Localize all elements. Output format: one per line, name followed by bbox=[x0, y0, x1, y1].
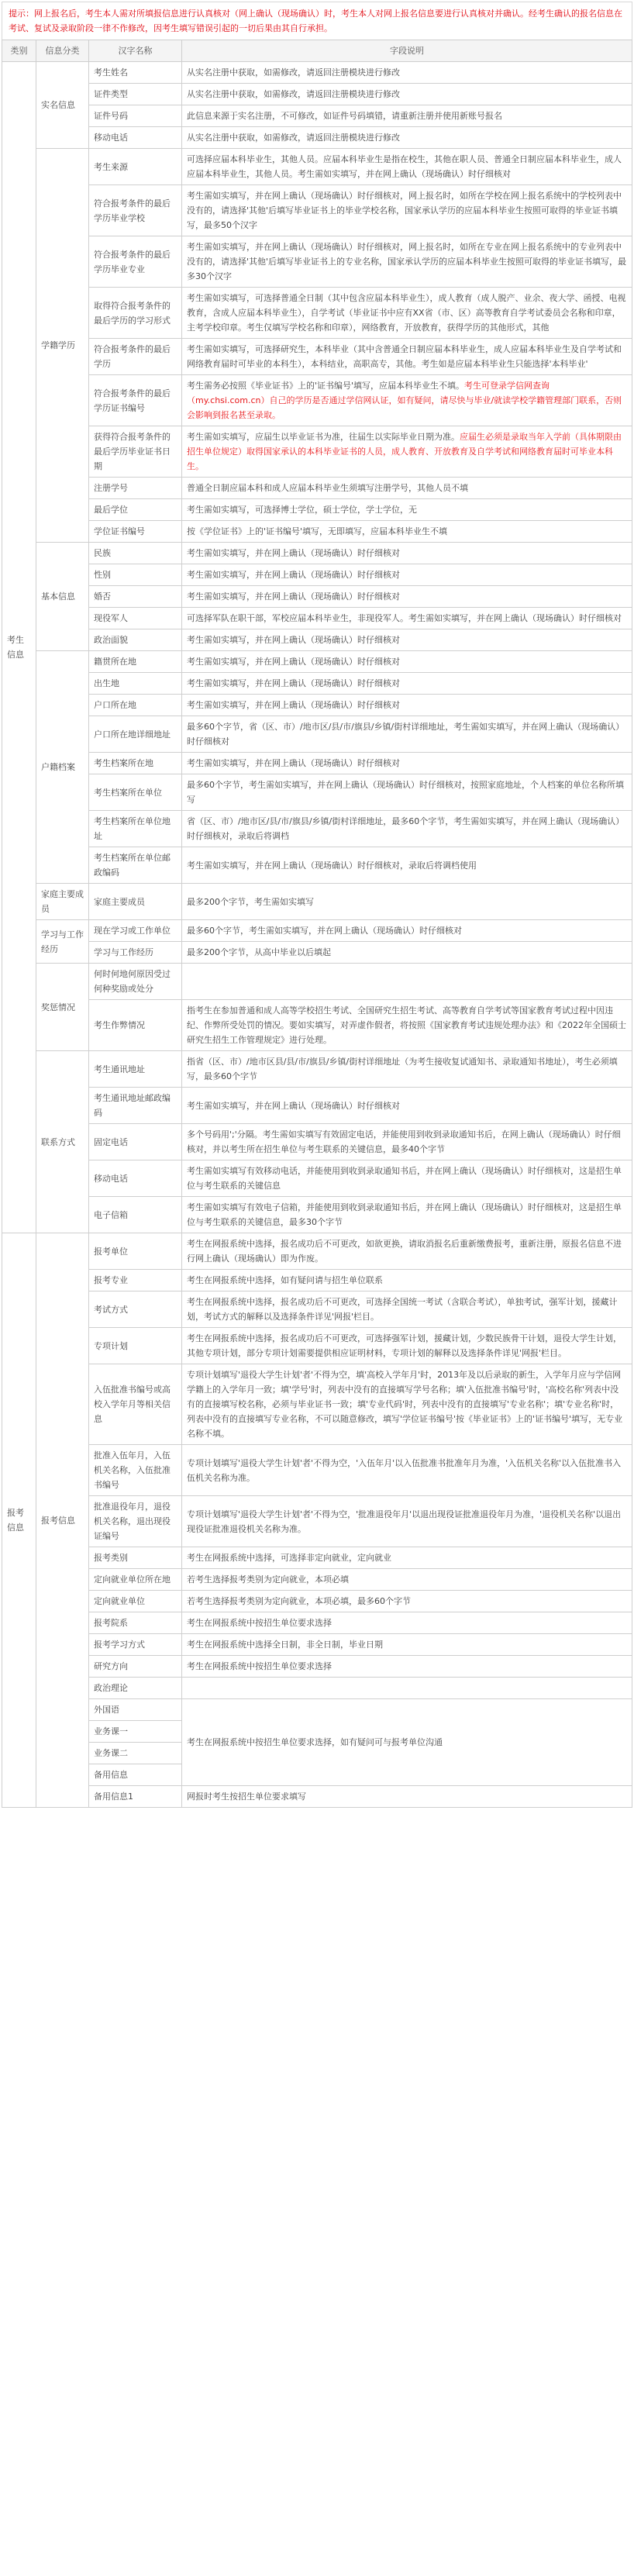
table-row bbox=[2, 1291, 632, 1328]
table-row bbox=[2, 651, 632, 673]
field-name-cell: 固定电话 bbox=[89, 1124, 182, 1160]
field-name-cell: 业务课二 bbox=[89, 1743, 182, 1764]
field-name-cell: 报考专业 bbox=[89, 1270, 182, 1291]
field-desc-cell: 最多60个字节，考生需如实填写，并在网上确认（现场确认）时仔细核对 bbox=[182, 920, 632, 942]
field-name-cell: 专项计划 bbox=[89, 1328, 182, 1364]
field-desc-cell: 专项计划填写'退役大学生计划'者'不得为空，'批准退役年月'以退出现役证批准退役年月为准，'退役机关名称'以退出现役证批准退役机关名称为准。 bbox=[182, 1496, 632, 1547]
field-desc-cell: 考生在网报系统中按招生单位要求选择 bbox=[182, 1612, 632, 1634]
field-name-cell: 证件号码 bbox=[89, 105, 182, 127]
field-desc-cell: 考生需如实填写有效电子信箱，并能使用到收到录取通知书后，并在网上确认（现场确认）时仔细核对，这是招生单位与考生联系的关键信息，最多30个字节 bbox=[182, 1197, 632, 1233]
field-desc-cell: 可选择应届本科毕业生，其他人员。应届本科毕业生是指在校生，其他在职人员、普通全日制应届本科毕业生，成人应届本科毕业生，其他人员。考生需如实填写，并在网上确认（现场确认）时仔细核对 bbox=[182, 149, 632, 185]
field-name-cell: 注册学号 bbox=[89, 478, 182, 499]
field-desc-cell: 考生需如实填写有效移动电话，并能使用到收到录取通知书后，并在网上确认（现场确认）时仔细核对，这是招生单位与考生联系的关键信息 bbox=[182, 1160, 632, 1197]
table-row bbox=[2, 811, 632, 847]
info-group-cell: 实名信息 bbox=[36, 62, 89, 149]
table-row bbox=[2, 543, 632, 564]
field-name-cell: 现在学习或工作单位 bbox=[89, 920, 182, 942]
field-name-cell: 家庭主要成员 bbox=[89, 884, 182, 920]
field-name-cell: 获得符合报考条件的最后学历毕业证书日期 bbox=[89, 426, 182, 478]
field-name-cell: 外国语 bbox=[89, 1699, 182, 1721]
field-desc-cell: 专项计划填写'退役大学生计划'者'不得为空，填'高校入学年月'时，2013年及以后录取的新生，入学年月应与学信网学籍上的入学年月一致；填'学号'时，列表中没有的直接填写学号名称；填'入伍批准书编号'时，'高校名称'列表中没有的直接填写校名称，必须与毕业证书一致；填'专业代码'时，列表中没有的直接填写'专业名称'；填'专业名称'时，列表中没有的直接填写专业名称，不可以随意修改，填写'学位证书编号'按《毕业证书》上的'证书编号'填写，无专业名称不填。 bbox=[182, 1364, 632, 1445]
field-desc-cell: 考生需如实填写，可选择博士学位，硕士学位，学士学位，无 bbox=[182, 499, 632, 521]
field-name-cell: 民族 bbox=[89, 543, 182, 564]
table-row bbox=[2, 1364, 632, 1445]
table-row bbox=[2, 62, 632, 84]
table-row bbox=[2, 673, 632, 695]
table-row bbox=[2, 288, 632, 339]
table-row bbox=[2, 1591, 632, 1612]
table-row bbox=[2, 375, 632, 426]
field-name-cell: 户口所在地详细地址 bbox=[89, 716, 182, 753]
field-desc-cell: 指考生在参加普通和成人高等学校招生考试、全国研究生招生考试、高等教育自学考试等国家教育考试过程中因违纪、作弊所受处罚的情况。要如实填写，对弄虚作假者，将按照《国家教育考试违规处理办法》和《2022年全国硕士研究生招生工作管理规定》进行处理。 bbox=[182, 1000, 632, 1051]
field-desc-cell: 此信息来源于实名注册，不可修改，如证件号码填错，请重新注册并使用新账号报名 bbox=[182, 105, 632, 127]
field-name-cell: 考生档案所在单位邮政编码 bbox=[89, 847, 182, 884]
field-desc-cell: 考生需如实填写，并在网上确认（现场确认）时仔细核对 bbox=[182, 543, 632, 564]
field-desc-cell: 最多200个字节，从高中毕业以后填起 bbox=[182, 942, 632, 964]
table-row bbox=[2, 695, 632, 716]
field-name-cell: 现役军人 bbox=[89, 608, 182, 629]
field-desc-cell: 考生需如实填写，并在网上确认（现场确认）时仔细核对 bbox=[182, 564, 632, 586]
field-name-cell: 考生作弊情况 bbox=[89, 1000, 182, 1051]
field-desc-cell: 考生在网报系统中选择，报名成功后不可更改，可选择全国统一考试（含联合考试），单独考试，强军计划，援藏计划，考试方式的解释以及选择条件详见'网报'栏目。 bbox=[182, 1291, 632, 1328]
field-desc-cell: 多个号码用';'分隔。考生需如实填写有效固定电话，并能使用到收到录取通知书后，在网上确认（现场确认）时仔细核对，并以考生所在招生单位与考生联系的关键信息，最多40个字节 bbox=[182, 1124, 632, 1160]
field-desc-cell: 考生需如实填写，可选择普通全日制（其中包含应届本科毕业生），成人教育（成人脱产、业余、夜大学、函授、电视教育，含成人应届本科毕业生），自学考试（毕业证书中应有XX省（市、区）高等教育自学考试委员会名称和印章，主考学校印章。考生仅填写学校名称和印章），网络教育，开放教育，获得学历的其他形式，其他 bbox=[182, 288, 632, 339]
field-desc-cell: 从实名注册中获取，如需修改，请返回注册模块进行修改 bbox=[182, 84, 632, 105]
info-group-cell: 奖惩情况 bbox=[36, 964, 89, 1051]
table-row bbox=[2, 586, 632, 608]
table-row bbox=[2, 236, 632, 288]
table-row bbox=[2, 964, 632, 1000]
table-row bbox=[2, 1569, 632, 1591]
field-name-cell: 业务课一 bbox=[89, 1721, 182, 1743]
field-desc-cell: 从实名注册中获取，如需修改，请返回注册模块进行修改 bbox=[182, 62, 632, 84]
table-row bbox=[2, 521, 632, 543]
field-desc-cell: 最多200个字节，考生需如实填写 bbox=[182, 884, 632, 920]
field-name-cell: 移动电话 bbox=[89, 1160, 182, 1197]
field-desc-cell: 考生需务必按照《毕业证书》上的'证书编号'填写，应届本科毕业生不填。考生可登录学信网查询（my.chsi.com.cn）自己的学历是否通过学信网认证，如有疑问，请尽快与毕业/就读学校学籍管理部门联系，否则会影响到报名甚至录取。 bbox=[182, 375, 632, 426]
table-row bbox=[2, 426, 632, 478]
field-name-cell: 移动电话 bbox=[89, 127, 182, 149]
field-desc-cell: 考生在网报系统中选择，报名成功后不可更改，可选择强军计划，援藏计划，少数民族骨干计划，退役大学生计划，其他专项计划，部分专项计划需要提供相应证明材料，专项计划的解释以及选择条件详见'网报'栏目。 bbox=[182, 1328, 632, 1364]
field-name-cell: 备用信息1 bbox=[89, 1786, 182, 1808]
field-name-cell: 考生档案所在地 bbox=[89, 753, 182, 774]
field-name-cell: 取得符合报考条件的最后学历的学习形式 bbox=[89, 288, 182, 339]
info-group-cell: 联系方式 bbox=[36, 1051, 89, 1233]
field-name-cell: 何时何地何原因受过何种奖励或处分 bbox=[89, 964, 182, 1000]
field-desc-cell: 专项计划填写'退役大学生计划'者'不得为空，'入伍年月'以入伍批准书批准年月为准，'入伍机关名称'以入伍批准书入伍机关名称为准。 bbox=[182, 1445, 632, 1496]
field-name-cell: 户口所在地 bbox=[89, 695, 182, 716]
table-row bbox=[2, 1678, 632, 1699]
header-category: 类别 bbox=[2, 40, 36, 62]
field-desc-cell: 最多60个字节，考生需如实填写，并在网上确认（现场确认）时仔细核对，按照家庭地址，个人档案的单位名称所填写 bbox=[182, 774, 632, 811]
field-desc-cell: 考生需如实填写，并在网上确认（现场确认）时仔细核对 bbox=[182, 1088, 632, 1124]
table-row bbox=[2, 149, 632, 185]
field-name-cell: 考生档案所在单位地址 bbox=[89, 811, 182, 847]
field-name-cell: 出生地 bbox=[89, 673, 182, 695]
category-cell: 报考信息 bbox=[2, 1233, 36, 1808]
category-cell: 考生信息 bbox=[2, 62, 36, 1233]
table-row bbox=[2, 564, 632, 586]
field-name-cell: 符合报考条件的最后学历毕业专业 bbox=[89, 236, 182, 288]
field-desc-cell: 考生需如实填写，并在网上确认（现场确认）时仔细核对 bbox=[182, 753, 632, 774]
table-row bbox=[2, 774, 632, 811]
table-row bbox=[2, 1699, 632, 1721]
field-description-table bbox=[2, 40, 632, 1808]
field-name-cell: 备用信息 bbox=[89, 1764, 182, 1786]
info-group-cell: 学籍学历 bbox=[36, 149, 89, 543]
field-name-cell: 考试方式 bbox=[89, 1291, 182, 1328]
table-row bbox=[2, 1612, 632, 1634]
field-desc-cell: 考生在网报系统中按招生单位要求选择，如有疑问可与报考单位沟通 bbox=[182, 1699, 632, 1786]
field-name-cell: 研究方向 bbox=[89, 1656, 182, 1678]
table-row bbox=[2, 1233, 632, 1270]
field-desc-cell: 考生需如实填写，并在网上确认（现场确认）时仔细核对，网上报名时，如所在学校在网上报名系统中的学校列表中没有的，请选择'其他'后填写毕业证书上的毕业学校名称，国家承认学历的应届本科毕业生按照可取得的毕业证书填写，最多50个汉字 bbox=[182, 185, 632, 236]
field-desc-cell: 考生在网报系统中选择，可选择非定向就业，定向就业 bbox=[182, 1547, 632, 1569]
info-group-cell: 学习与工作经历 bbox=[36, 920, 89, 964]
field-desc-cell: 考生需如实填写，并在网上确认（现场确认）时仔细核对 bbox=[182, 629, 632, 651]
field-name-cell: 考生通讯地址 bbox=[89, 1051, 182, 1088]
field-desc-cell: 省（区、市）/地市区/县/市/旗县/乡镇/街村详细地址，最多60个字节，考生需如实填写，并在网上确认（现场确认）时仔细核对，录取后将调档 bbox=[182, 811, 632, 847]
field-desc-cell: 若考生选择报考类别为定向就业，本项必填 bbox=[182, 1569, 632, 1591]
field-desc-cell: 若考生选择报考类别为定向就业，本项必填，最多60个字节 bbox=[182, 1591, 632, 1612]
field-name-cell: 最后学位 bbox=[89, 499, 182, 521]
field-desc-cell: 考生在网报系统中按招生单位要求选择 bbox=[182, 1656, 632, 1678]
table-row bbox=[2, 339, 632, 375]
field-name-cell: 报考类别 bbox=[89, 1547, 182, 1569]
field-desc-cell: 考生需如实填写，并在网上确认（现场确认）时仔细核对 bbox=[182, 651, 632, 673]
field-desc-cell: 考生在网报系统中选择，如有疑问请与招生单位联系 bbox=[182, 1270, 632, 1291]
field-desc-cell bbox=[182, 964, 632, 1000]
field-name-cell: 性别 bbox=[89, 564, 182, 586]
field-name-cell: 入伍批准书编号或高校入学年月等相关信息 bbox=[89, 1364, 182, 1445]
field-desc-cell: 考生需如实填写，并在网上确认（现场确认）时仔细核对 bbox=[182, 695, 632, 716]
header-info-group: 信息分类 bbox=[36, 40, 89, 62]
field-name-cell: 电子信箱 bbox=[89, 1197, 182, 1233]
table-header-row bbox=[2, 40, 632, 62]
field-name-cell: 学习与工作经历 bbox=[89, 942, 182, 964]
table-row bbox=[2, 1000, 632, 1051]
field-desc-cell: 考生需如实填写，可选择研究生，本科毕业（其中含普通全日制应届本科毕业生，成人应届本科毕业生及自学考试和网络教育届时可毕业的本科生），本科结业，高职高专，其他。考生如是应届本科毕业生只能选择'本科毕业' bbox=[182, 339, 632, 375]
table-row bbox=[2, 629, 632, 651]
table-row bbox=[2, 1160, 632, 1197]
table-row bbox=[2, 884, 632, 920]
field-desc-cell: 可选择军队在职干部，军校应届本科毕业生，非现役军人。考生需如实填写，并在网上确认（现场确认）时仔细核对 bbox=[182, 608, 632, 629]
field-desc-cell: 指省（区、市）/地市区县/县/市/旗县/乡镇/街村详细地址（为考生接收复试通知书、录取通知书地址），考生必须填写，最多60个字节 bbox=[182, 1051, 632, 1088]
field-name-cell: 考生来源 bbox=[89, 149, 182, 185]
info-group-cell: 基本信息 bbox=[36, 543, 89, 651]
table-row bbox=[2, 942, 632, 964]
field-name-cell: 定向就业单位所在地 bbox=[89, 1569, 182, 1591]
table-row bbox=[2, 753, 632, 774]
header-field-name: 汉字名称 bbox=[89, 40, 182, 62]
table-row bbox=[2, 1656, 632, 1678]
field-name-cell: 报考院系 bbox=[89, 1612, 182, 1634]
field-desc-cell: 考生在网报系统中选择全日制，非全日制，毕业日期 bbox=[182, 1634, 632, 1656]
field-desc-cell: 考生需如实填写，并在网上确认（现场确认）时仔细核对 bbox=[182, 673, 632, 695]
table-body bbox=[2, 62, 632, 1808]
table-row bbox=[2, 716, 632, 753]
field-name-cell: 学位证书编号 bbox=[89, 521, 182, 543]
field-name-cell: 批准入伍年月，入伍机关名称，入伍批准书编号 bbox=[89, 1445, 182, 1496]
field-name-cell: 政治面貌 bbox=[89, 629, 182, 651]
table-row bbox=[2, 127, 632, 149]
field-desc-cell: 最多60个字节，省（区、市）/地市区/县/市/旗县/乡镇/街村详细地址，考生需如实填写，并在网上确认（现场确认）时仔细核对 bbox=[182, 716, 632, 753]
field-name-cell: 符合报考条件的最后学历 bbox=[89, 339, 182, 375]
field-name-cell: 批准退役年月，退役机关名称，退出现役证编号 bbox=[89, 1496, 182, 1547]
table-row bbox=[2, 499, 632, 521]
field-name-cell: 定向就业单位 bbox=[89, 1591, 182, 1612]
field-desc-cell: 考生在网报系统中选择，报名成功后不可更改，如欲更换，请取消报名后重新缴费报考，重新注册，原报名信息不进行网上确认（现场确认）即为作废。 bbox=[182, 1233, 632, 1270]
table-row bbox=[2, 1088, 632, 1124]
info-group-cell: 家庭主要成员 bbox=[36, 884, 89, 920]
field-name-cell: 符合报考条件的最后学历证书编号 bbox=[89, 375, 182, 426]
field-desc-cell: 从实名注册中获取，如需修改，请返回注册模块进行修改 bbox=[182, 127, 632, 149]
field-name-cell: 政治理论 bbox=[89, 1678, 182, 1699]
table-row bbox=[2, 84, 632, 105]
table-row bbox=[2, 185, 632, 236]
table-row bbox=[2, 1445, 632, 1496]
table-row bbox=[2, 1124, 632, 1160]
table-row bbox=[2, 478, 632, 499]
field-desc-cell: 考生需如实填写，应届生以毕业证书为准，往届生以实际毕业日期为准。应届生必须是录取当年入学前（具体期限由招生单位规定）取得国家承认的本科毕业证书的人员，成人教育、开放教育及自学考试和网络教育届时可毕业本科生。 bbox=[182, 426, 632, 478]
table-row bbox=[2, 1786, 632, 1808]
field-name-cell: 考生通讯地址邮政编码 bbox=[89, 1088, 182, 1124]
field-name-cell: 考生姓名 bbox=[89, 62, 182, 84]
table-row bbox=[2, 1197, 632, 1233]
table-row bbox=[2, 1270, 632, 1291]
field-name-cell: 婚否 bbox=[89, 586, 182, 608]
field-name-cell: 证件类型 bbox=[89, 84, 182, 105]
table-row bbox=[2, 1634, 632, 1656]
field-desc-cell: 按《学位证书》上的'证书编号'填写，无即填写，应届本科毕业生不填 bbox=[182, 521, 632, 543]
table-row bbox=[2, 1496, 632, 1547]
table-row bbox=[2, 1547, 632, 1569]
field-desc-cell bbox=[182, 1678, 632, 1699]
table-row bbox=[2, 847, 632, 884]
field-desc-cell: 考生需如实填写，并在网上确认（现场确认）时仔细核对，录取后将调档使用 bbox=[182, 847, 632, 884]
table-row bbox=[2, 1328, 632, 1364]
field-name-cell: 报考单位 bbox=[89, 1233, 182, 1270]
table-row bbox=[2, 1051, 632, 1088]
info-group-cell: 户籍档案 bbox=[36, 651, 89, 884]
field-name-cell: 考生档案所在单位 bbox=[89, 774, 182, 811]
field-name-cell: 籍贯所在地 bbox=[89, 651, 182, 673]
info-group-cell: 报考信息 bbox=[36, 1233, 89, 1808]
field-desc-cell: 普通全日制应届本科和成人应届本科毕业生须填写注册学号，其他人员不填 bbox=[182, 478, 632, 499]
table-row bbox=[2, 920, 632, 942]
table-row bbox=[2, 105, 632, 127]
table-row bbox=[2, 608, 632, 629]
field-name-cell: 符合报考条件的最后学历毕业学校 bbox=[89, 185, 182, 236]
header-field-desc: 字段说明 bbox=[182, 40, 632, 62]
field-name-cell: 报考学习方式 bbox=[89, 1634, 182, 1656]
field-desc-cell: 网报时考生按招生单位要求填写 bbox=[182, 1786, 632, 1808]
notice-banner: 提示：网上报名后，考生本人需对所填报信息进行认真核对（网上确认（现场确认）时，考生本人对网上报名信息要进行认真核对并确认。经考生确认的报名信息在考试、复试及录取阶段一律不作修改，因考生填写错误引起的一切后果由其自行承担。 bbox=[2, 2, 632, 40]
field-desc-cell: 考生需如实填写，并在网上确认（现场确认）时仔细核对 bbox=[182, 586, 632, 608]
field-desc-cell: 考生需如实填写，并在网上确认（现场确认）时仔细核对，网上报名时，如所在专业在网上报名系统中的专业列表中没有的，请选择'其他'后填写毕业证书上的专业名称，国家承认学历的应届本科毕业生按照可取得的毕业证书填写，最多30个汉字 bbox=[182, 236, 632, 288]
